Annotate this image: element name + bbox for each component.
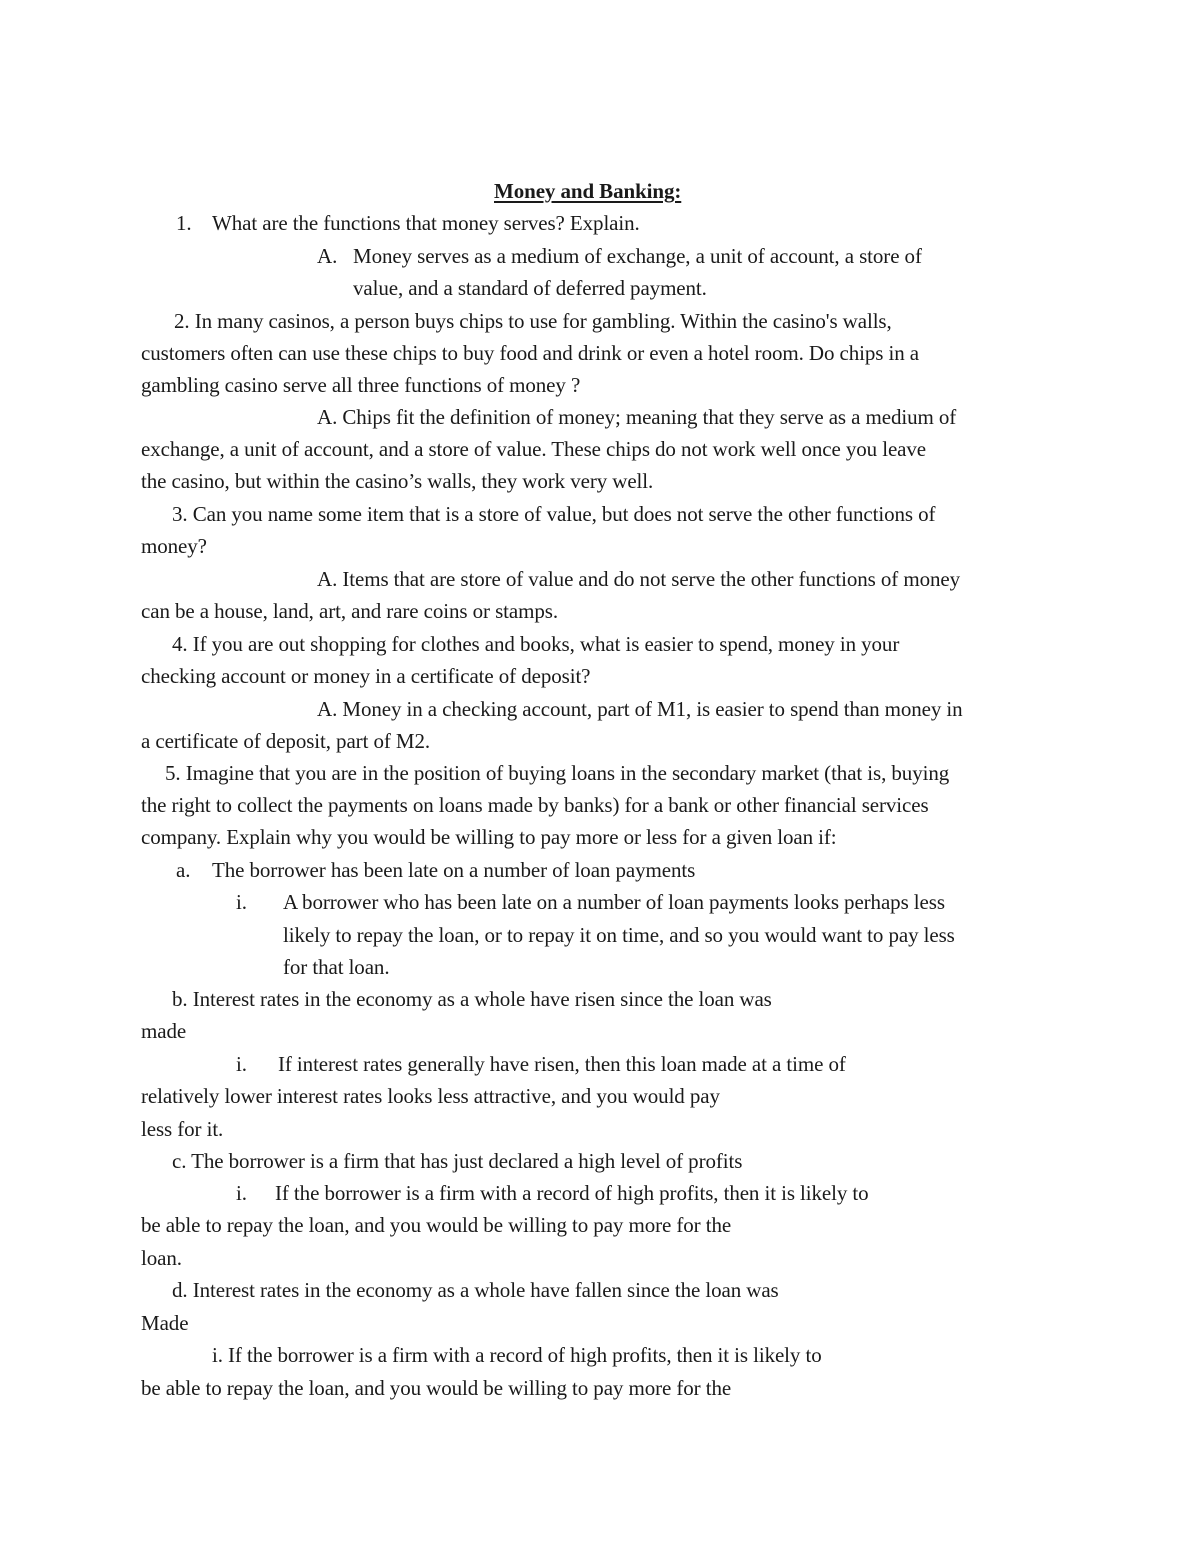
answer-3-line-2: can be a house, land, art, and rare coins or stamps. bbox=[141, 599, 558, 623]
answer-2-line-1: A. Chips fit the definition of money; meaning that they serve as a medium of bbox=[317, 405, 957, 429]
item-b-answer-line-2: relatively lower interest rates looks less attractive, and you would pay bbox=[141, 1084, 720, 1108]
question-2-line-2: customers often can use these chips to buy food and drink or even a hotel room. Do chips in a bbox=[141, 341, 920, 365]
item-b-answer-line-3: less for it. bbox=[141, 1117, 224, 1141]
item-d-line-2: Made bbox=[141, 1311, 189, 1335]
item-a-answer-line-1: A borrower who has been late on a number of loan payments looks perhaps less bbox=[283, 890, 945, 914]
item-a-answer-marker: i. bbox=[236, 890, 247, 914]
item-b-line-1: b. Interest rates in the economy as a whole have risen since the loan was bbox=[172, 987, 772, 1011]
item-c-answer-line-3: loan. bbox=[141, 1246, 182, 1270]
question-5-line-2: the right to collect the payments on loans made by banks) for a bank or other financial services bbox=[141, 793, 929, 817]
item-a-answer-line-3: for that loan. bbox=[283, 955, 390, 979]
item-d-line-1: d. Interest rates in the economy as a whole have fallen since the loan was bbox=[172, 1278, 779, 1302]
question-5-line-1: 5. Imagine that you are in the position of buying loans in the secondary market (that is, buying bbox=[165, 761, 950, 785]
question-1-number: 1. bbox=[176, 211, 192, 235]
answer-1-line-2: value, and a standard of deferred payment. bbox=[353, 276, 707, 300]
answer-2-line-2: exchange, a unit of account, and a store of value. These chips do not work well once you leave bbox=[141, 437, 927, 461]
item-c-answer-line-2: be able to repay the loan, and you would be willing to pay more for the bbox=[141, 1213, 732, 1237]
question-1-text: What are the functions that money serves? Explain. bbox=[212, 211, 640, 235]
question-2-line-1: 2. In many casinos, a person buys chips to use for gambling. Within the casino's walls, bbox=[174, 309, 892, 333]
question-5-line-3: company. Explain why you would be willing to pay more or less for a given loan if: bbox=[141, 825, 837, 849]
item-c-answer-marker: i. bbox=[236, 1181, 247, 1205]
item-d-answer-line-1: i. If the borrower is a firm with a record of high profits, then it is likely to bbox=[212, 1343, 822, 1367]
answer-1-line-1: Money serves as a medium of exchange, a unit of account, a store of bbox=[353, 244, 922, 268]
question-4-line-2: checking account or money in a certificate of deposit? bbox=[141, 664, 591, 688]
item-a-marker: a. bbox=[176, 858, 191, 882]
item-a-answer-line-2: likely to repay the loan, or to repay it on time, and so you would want to pay less bbox=[283, 923, 955, 947]
document-title: Money and Banking: bbox=[494, 179, 682, 203]
question-3-line-2: money? bbox=[141, 534, 207, 558]
item-b-answer-line-1: If interest rates generally have risen, then this loan made at a time of bbox=[278, 1052, 846, 1076]
answer-4-line-2: a certificate of deposit, part of M2. bbox=[141, 729, 431, 753]
item-b-answer-marker: i. bbox=[236, 1052, 247, 1076]
answer-1-marker: A. bbox=[317, 244, 338, 268]
answer-4-line-1: A. Money in a checking account, part of M1, is easier to spend than money in bbox=[317, 697, 963, 721]
item-c-answer-line-1: If the borrower is a firm with a record of high profits, then it is likely to bbox=[275, 1181, 869, 1205]
item-c-line-1: c. The borrower is a firm that has just declared a high level of profits bbox=[172, 1149, 743, 1173]
question-3-line-1: 3. Can you name some item that is a store of value, but does not serve the other functions of bbox=[172, 502, 936, 526]
question-4-line-1: 4. If you are out shopping for clothes and books, what is easier to spend, money in your bbox=[172, 632, 900, 656]
item-d-answer-line-2: be able to repay the loan, and you would be willing to pay more for the bbox=[141, 1376, 732, 1400]
item-a-text: The borrower has been late on a number of loan payments bbox=[212, 858, 696, 882]
answer-3-line-1: A. Items that are store of value and do not serve the other functions of money bbox=[317, 567, 961, 591]
answer-2-line-3: the casino, but within the casino’s walls, they work very well. bbox=[141, 469, 654, 493]
question-2-line-3: gambling casino serve all three functions of money ? bbox=[141, 373, 581, 397]
item-b-line-2: made bbox=[141, 1019, 187, 1043]
